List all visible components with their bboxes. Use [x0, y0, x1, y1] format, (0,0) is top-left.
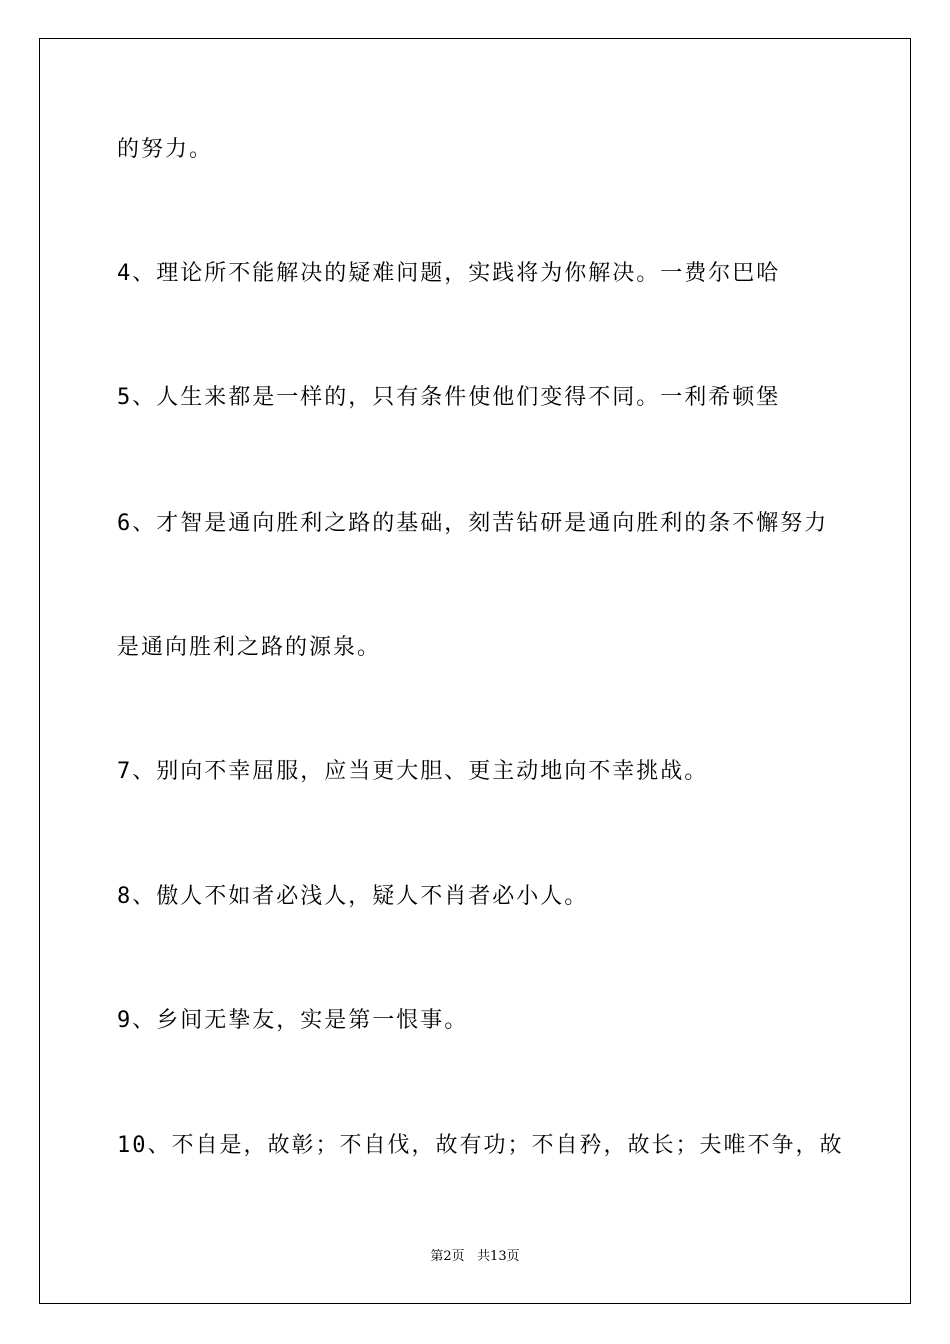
- text-line-4: 6、才智是通向胜利之路的基础，刻苦钻研是通向胜利的条不懈努力: [117, 511, 829, 536]
- text-line-9: 10、不自是，故彰；不自伐，故有功；不自矜，故长；夫唯不争，故: [117, 1133, 844, 1158]
- text-line-1: 的努力。: [117, 137, 214, 162]
- text-line-8: 9、乡间无挚友，实是第一恨事。: [117, 1008, 469, 1033]
- text-line-3: 5、人生来都是一样的，只有条件使他们变得不同。一利希顿堡: [117, 385, 781, 410]
- text-line-6: 7、别向不幸屈服，应当更大胆、更主动地向不幸挑战。: [117, 759, 709, 784]
- text-line-7: 8、傲人不如者必浅人，疑人不肖者必小人。: [117, 884, 589, 909]
- text-line-2: 4、理论所不能解决的疑难问题，实践将为你解决。一费尔巴哈: [117, 261, 781, 286]
- page-border: [39, 38, 911, 1304]
- page-footer: 第2页 共13页: [430, 1249, 520, 1264]
- text-line-5: 是通向胜利之路的源泉。: [117, 635, 382, 660]
